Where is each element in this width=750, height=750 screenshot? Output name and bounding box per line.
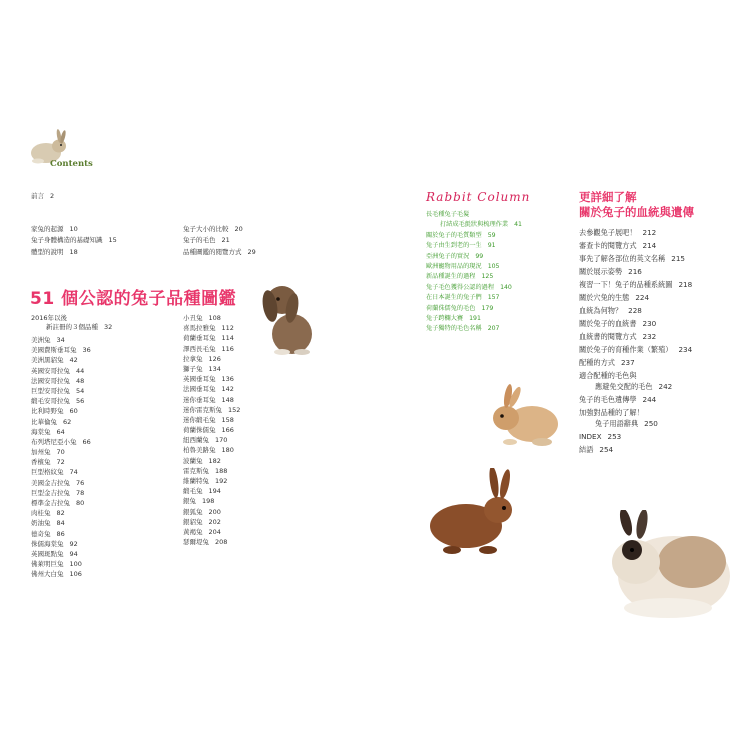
brown-rabbit-photo [422,468,522,560]
toc-item-page: 41 [514,221,522,229]
toc-item-label: 美洲兔 [31,336,51,344]
toc-item-page: 158 [221,415,234,424]
toc-item-page: 234 [678,345,693,354]
toc-item-label: 在日本誕生的兔子們 [426,294,482,302]
toc-item-label: 德奇兔 [31,529,51,538]
toc-item-page: 148 [221,395,234,404]
toc-item-page: 170 [215,436,228,445]
toc-item-label: 澤西長毛兔 [183,344,216,353]
section-title-breeds: 51 個公認的兔子品種圖鑑 [30,289,237,309]
lop-rabbit-photo [258,274,320,358]
toc-item-page: 86 [56,529,65,538]
toc-item-label: 關於兔子的血統書 [579,319,637,328]
toc-breeds-col1 [31,337,91,582]
toc-item-page: 29 [247,247,256,256]
toc-item-label: 關於兔子的育種作業（繁殖） [579,345,673,354]
toc-item-label: 肉桂兔 [31,509,51,518]
toc-item-page: 80 [76,499,85,507]
fluffy-rabbit-photo [596,510,736,622]
toc-intro [31,193,54,203]
toc-item-label: 緞毛兔 [183,487,203,496]
toc-item-label: 法國安哥拉兔 [31,376,70,385]
toc-item-label: 喜馬拉雅兔 [183,324,216,333]
toc-item-page: 78 [76,488,85,497]
toc-item-page: 216 [628,267,642,276]
toc-item-label: 侏儒海棠兔 [31,539,64,548]
toc-item-page: 228 [628,306,642,315]
toc-item-page: 18 [69,247,78,256]
toc-item-label: 去參觀兔子展吧！ [579,228,637,237]
toc-item[interactable] [31,249,117,260]
toc-item-label: 歐洲寵物用品的現況 [426,262,482,270]
toc-item[interactable] [31,237,117,248]
toc-item-page: 42 [69,356,78,365]
section-title-genetics-line2: 關於兔子的血統與遺傳 [579,205,694,219]
toc-item-page: 253 [607,432,622,441]
toc-item-page: 99 [475,252,484,260]
toc-item-page: 72 [56,458,65,467]
section-title-genetics-line1: 更詳細了解 [579,190,637,204]
toc-item-label: 比華倫兔 [31,417,57,426]
rabbit-column-title: Rabbit Column [426,190,531,204]
toc-item-label: 小丑兔 [183,314,203,322]
toc-item-page: 191 [469,314,481,322]
toc-item-label: 兔子身體構造的基礎知識 [31,236,103,245]
toc-item-page: 214 [642,241,657,250]
toc-item-page: 2 [50,192,55,200]
toc-item-page: 100 [69,560,82,569]
toc-item-label: 英國安哥拉兔 [31,366,70,375]
toc-item-label: 應避免交配的毛色 [595,382,653,391]
toc-item-label: 佛州大白兔 [31,570,64,579]
toc-item-label: 獅子兔 [183,364,203,373]
toc-item-label: 雷克斯兔 [183,466,209,475]
toc-item[interactable] [426,243,522,253]
toc-item-page: 74 [69,468,78,477]
toc-item-page: 215 [671,254,685,263]
toc-item-label: 香檳兔 [31,458,51,467]
toc-item-page: 94 [69,549,78,558]
toc-item-label: 體型的說明 [31,247,64,256]
toc-item-page: 244 [642,395,657,404]
toc-breeds-col2 [183,315,240,549]
toc-item-label: 法國垂耳兔 [183,385,216,394]
toc-item-label: 柏魯美路兔 [183,446,216,455]
toc-item-label: 加強對品種的了解！ [579,408,644,417]
toc-item[interactable] [31,408,91,418]
toc-item-label: 血統為何物？ [579,306,623,315]
toc-item-label: 結語 [579,445,594,454]
section-title-genetics [579,190,694,220]
toc-item-page: 200 [208,507,221,516]
toc-item-page: 82 [56,509,65,518]
toc-item-label: 比利時野兔 [31,407,64,416]
toc-item-label: 迷你緞毛兔 [183,415,216,424]
toc-item-page: 202 [208,517,221,526]
toc-item-page: 59 [487,231,496,239]
toc-item-page: 44 [76,366,85,375]
toc-item-page: 254 [599,445,614,454]
fawn-rabbit-photo [486,384,564,450]
toc-item-label: 英國斑點兔 [31,549,64,558]
toc-item-label: 銀兔 [183,497,196,506]
toc-item-label: 長毛種兔子毛髮 [426,211,470,218]
toc-item[interactable] [579,446,692,459]
toc-item-page: 15 [108,236,117,245]
toc-item-label: 美國費斯垂耳兔 [31,346,77,355]
toc-item-label: 迷你雷克斯兔 [183,405,222,414]
toc-item-page: 250 [644,419,658,428]
toc-item-page: 91 [487,242,496,250]
toc-item-page: 198 [202,497,215,506]
toc-item-page: 179 [481,304,494,312]
toc-item-label: 佛萊明巨兔 [31,560,64,569]
toc-item-label: 紐西蘭兔 [183,436,209,445]
toc-item-label: 關於展示姿勢 [579,267,623,276]
toc-item-page: 34 [56,336,65,344]
toc-item-label: 拉拿兔 [183,354,203,363]
toc-item-label: 銀狐兔 [183,507,203,516]
toc-item-label: 適合配種的毛色與 [579,371,637,380]
toc-item-page: 237 [620,358,635,367]
toc-item-label: 維蘭特兔 [183,477,209,485]
toc-item-page: 62 [63,417,72,426]
toc-item-page: 140 [500,283,512,291]
toc-item-page: 84 [56,519,65,528]
toc-item-page: 10 [69,225,78,233]
toc-item-page: 180 [221,446,234,455]
toc-item-page: 142 [221,385,234,394]
toc-item-label: 兔子大小的比較 [183,225,229,233]
toc-item[interactable] [183,237,256,248]
toc-item[interactable] [579,433,692,446]
toc-item-page: 105 [487,262,500,270]
toc-item-page: 208 [215,538,228,547]
toc-item-page: 125 [481,273,494,281]
toc-basics-col2 [183,226,256,260]
toc-item-label: 兔子跨欄大賽 [426,314,464,322]
toc-item[interactable] [426,326,522,336]
toc-item-page: 224 [635,293,650,302]
toc-item-label: 海棠兔 [31,427,51,436]
toc-item-label: 審查卡的閱覽方式 [579,241,637,250]
toc-item-label: 兔子獨特的毛色名稱 [426,325,482,333]
toc-item-page: 136 [221,375,234,384]
toc-item-page: 194 [208,487,221,496]
toc-item-page: 32 [104,323,113,331]
toc-item-label: 複習一下！兔子的品種系統圖 [579,280,673,289]
toc-item-label: 打結成毛氈狀與梳理作業 [440,221,509,229]
toc-item-label: 布列塔尼亞小兔 [31,437,77,446]
toc-item-label: 新註冊的３個品種 [46,323,98,331]
toc-item-label: 荷蘭侏儒兔的毛色 [426,304,476,312]
toc-item-page: 192 [215,477,228,485]
toc-item-page: 60 [69,407,78,416]
toc-item-label: 巨型格紋兔 [31,468,64,477]
toc-item-page: 70 [56,448,65,457]
toc-item[interactable] [31,193,54,203]
toc-item-page: 134 [208,364,221,373]
toc-item[interactable] [426,295,522,305]
toc-item-label: INDEX [579,432,602,441]
toc-item-label: 前言 [31,192,44,200]
toc-item-page: 182 [208,456,221,465]
toc-item-label: 品種圖鑑的閱覽方式 [183,247,242,256]
toc-item-label: 新品種誕生的過程 [426,273,476,281]
toc-item-page: 36 [82,346,91,355]
breeds-header-line1-text: 2016年以後 [31,314,68,322]
toc-item-label: 迷你垂耳兔 [183,395,216,404]
toc-item-page: 212 [642,228,657,237]
toc-item-page: 207 [487,325,500,333]
toc-basics-col1 [31,226,117,260]
toc-item-page: 116 [221,344,234,353]
toc-item-page: 166 [221,426,234,435]
toc-item-page: 114 [221,334,234,343]
toc-item-page: 54 [76,386,85,395]
toc-item-label: 關於兔子的毛質類型 [426,231,482,239]
toc-item-page: 48 [76,376,85,385]
contents-label: Contents [50,159,93,169]
toc-item-label: 兔子的毛色遺傳學 [579,395,637,404]
toc-item-label: 關於穴兔的生態 [579,293,630,302]
toc-item-label: 巨型安哥拉兔 [31,386,70,395]
toc-item-label: 美洲黑貂兔 [31,356,64,365]
toc-item[interactable] [31,571,91,581]
toc-item-label: 亞洲兔子的實況 [426,252,470,260]
toc-item-page: 126 [208,354,221,363]
toc-item-page: 112 [221,324,234,333]
toc-item-page: 152 [228,405,241,414]
toc-item-page: 218 [678,280,693,289]
toc-item[interactable] [183,539,240,549]
toc-item-label: 巨型金吉拉兔 [31,488,70,497]
toc-item-label: 事先了解各部位的英文名稱 [579,254,666,263]
toc-item-label: 美國金吉拉兔 [31,478,70,487]
toc-item-label: 血統書的閱覽方式 [579,332,637,341]
toc-item-page: 204 [208,527,221,536]
toc-item-label: 瑟爾堤兔 [183,538,209,547]
toc-item-label: 兔子用語辭典 [595,419,639,428]
toc-item-page: 21 [221,236,230,245]
toc-item-page: 232 [642,332,657,341]
genetics-detail-list [579,229,692,459]
toc-item-label: 銀貂兔 [183,517,203,526]
toc-item-label: 英國垂耳兔 [183,375,216,384]
toc-item-page: 66 [82,437,91,446]
toc-item[interactable] [183,386,240,396]
toc-item-label: 緞毛安哥拉兔 [31,397,70,406]
toc-item[interactable] [31,324,112,334]
toc-item-label: 波蘭兔 [183,456,203,465]
toc-item-label: 荷蘭侏儒兔 [183,426,216,435]
toc-item-page: 230 [642,319,657,328]
toc-item-page: 20 [234,225,243,233]
toc-item-page: 108 [208,314,221,322]
toc-item[interactable] [183,249,256,260]
rabbit-column-list [426,212,522,337]
toc-item-page: 188 [215,466,228,475]
toc-item-label: 加州兔 [31,448,51,457]
toc-item-page: 157 [487,294,500,302]
toc-item-page: 92 [69,539,78,548]
toc-item-label: 兔子由生到老的一生 [426,242,482,250]
toc-item-label: 兔子毛色獲得公認的過程 [426,283,495,291]
toc-item-label: 荷蘭垂耳兔 [183,334,216,343]
toc-breeds-header [31,315,112,334]
toc-item-label: 家兔的起源 [31,225,64,233]
toc-item-label: 奶油兔 [31,519,51,528]
toc-item-page: 242 [658,382,673,391]
toc-item-page: 106 [69,570,82,579]
toc-item-label: 黃褐兔 [183,527,203,536]
toc-item-label: 標準金吉拉兔 [31,499,70,507]
toc-item-page: 64 [56,427,65,436]
toc-item-label: 兔子的毛色 [183,236,216,245]
toc-item-label: 配種的方式 [579,358,615,367]
toc-item-page: 56 [76,397,85,406]
toc-item-page: 76 [76,478,85,487]
